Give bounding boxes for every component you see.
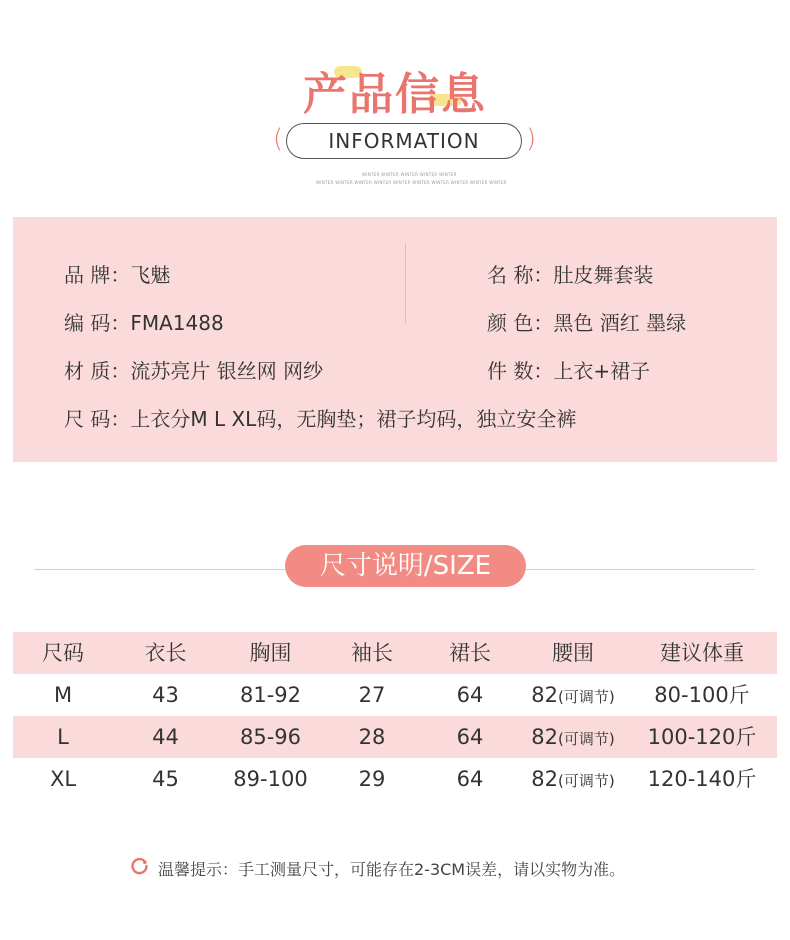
size-label: 尺 码： xyxy=(64,407,131,431)
table-header-row xyxy=(13,632,777,674)
adjustable-note: (可调节) xyxy=(558,688,615,706)
name-value: 肚皮舞套装 xyxy=(553,263,654,287)
adjustable-note: (可调节) xyxy=(558,730,615,748)
waist-value: 82 xyxy=(531,683,558,707)
cell-size: M xyxy=(53,683,73,707)
cell-length: 44 xyxy=(152,725,179,749)
cell-length: 43 xyxy=(152,683,179,707)
footer-tip: 温馨提示：手工测量尺寸，可能存在2-3CM误差，请以实物为准。 xyxy=(158,860,626,879)
divider-left xyxy=(34,569,285,570)
cell-skirt: 64 xyxy=(456,767,484,791)
name-row xyxy=(487,259,653,288)
count-value: 上衣+裙子 xyxy=(553,359,651,383)
material-value: 流苏亮片 银丝网 网纱 xyxy=(130,359,324,383)
table-row xyxy=(13,758,777,800)
adjustable-note: (可调节) xyxy=(558,772,615,790)
count-label: 件 数： xyxy=(487,359,554,383)
cell-weight: 100-120斤 xyxy=(647,725,757,749)
code-label: 编 码： xyxy=(64,311,131,335)
header-cell: 裙长 xyxy=(449,641,491,665)
cell-size: L xyxy=(57,725,69,749)
refresh-icon xyxy=(131,858,149,876)
size-table xyxy=(13,632,777,800)
cell-sleeve: 27 xyxy=(358,683,386,707)
divider-right xyxy=(526,569,755,570)
header-cell: 腰围 xyxy=(552,641,594,665)
cell-sleeve: 28 xyxy=(358,725,386,749)
header-cell: 建议体重 xyxy=(660,641,744,665)
cell-weight: 80-100斤 xyxy=(654,683,750,707)
brand-value: 飞魅 xyxy=(130,263,171,287)
decor-text: WINTER WINTER WINTER WINTER WINTER xyxy=(362,172,457,177)
cell-waist xyxy=(519,758,627,800)
waist-value: 82 xyxy=(531,725,558,749)
information-pill: INFORMATION xyxy=(286,123,522,159)
cell-weight: 120-140斤 xyxy=(647,767,757,791)
divider xyxy=(405,243,406,323)
brand-row xyxy=(64,259,170,288)
header-cell: 胸围 xyxy=(249,641,292,665)
name-label: 名 称： xyxy=(487,263,554,287)
page-title: 产品信息 xyxy=(303,69,487,120)
header-cell: 尺码 xyxy=(42,641,84,665)
color-row xyxy=(487,307,686,336)
brand-label: 品 牌： xyxy=(64,263,131,287)
decor-text: WINTER WINTER WINTER WINTER WINTER WINTER WINTER WINTER WINTER WINTER xyxy=(316,180,507,185)
header-cell: 衣长 xyxy=(144,641,187,665)
code-row xyxy=(64,307,224,336)
count-row xyxy=(487,355,650,384)
size-value: 上衣分M L XL码，无胸垫；裙子均码，独立安全裤 xyxy=(130,407,577,431)
code-value: FMA1488 xyxy=(130,311,224,335)
cell-waist xyxy=(519,716,627,758)
cell-skirt: 64 xyxy=(456,683,484,707)
waist-value: 82 xyxy=(531,767,558,791)
table-row xyxy=(13,716,777,758)
size-section-title: 尺寸说明/SIZE xyxy=(285,545,526,587)
size-row xyxy=(64,403,576,432)
header-cell: 袖长 xyxy=(351,641,393,665)
material-row xyxy=(64,355,323,384)
cell-sleeve: 29 xyxy=(358,767,386,791)
cell-size: XL xyxy=(49,767,77,791)
cell-bust: 81-92 xyxy=(239,683,302,707)
paren-right: ) xyxy=(526,124,537,154)
cell-bust: 85-96 xyxy=(239,725,302,749)
table-row xyxy=(13,674,777,716)
material-label: 材 质： xyxy=(64,359,131,383)
paren-left: ( xyxy=(273,124,284,154)
cell-length: 45 xyxy=(152,767,179,791)
color-label: 颜 色： xyxy=(487,311,554,335)
cell-bust: 89-100 xyxy=(233,767,308,791)
cell-waist xyxy=(519,674,627,716)
color-value: 黑色 酒红 墨绿 xyxy=(553,311,687,335)
cell-skirt: 64 xyxy=(456,725,484,749)
